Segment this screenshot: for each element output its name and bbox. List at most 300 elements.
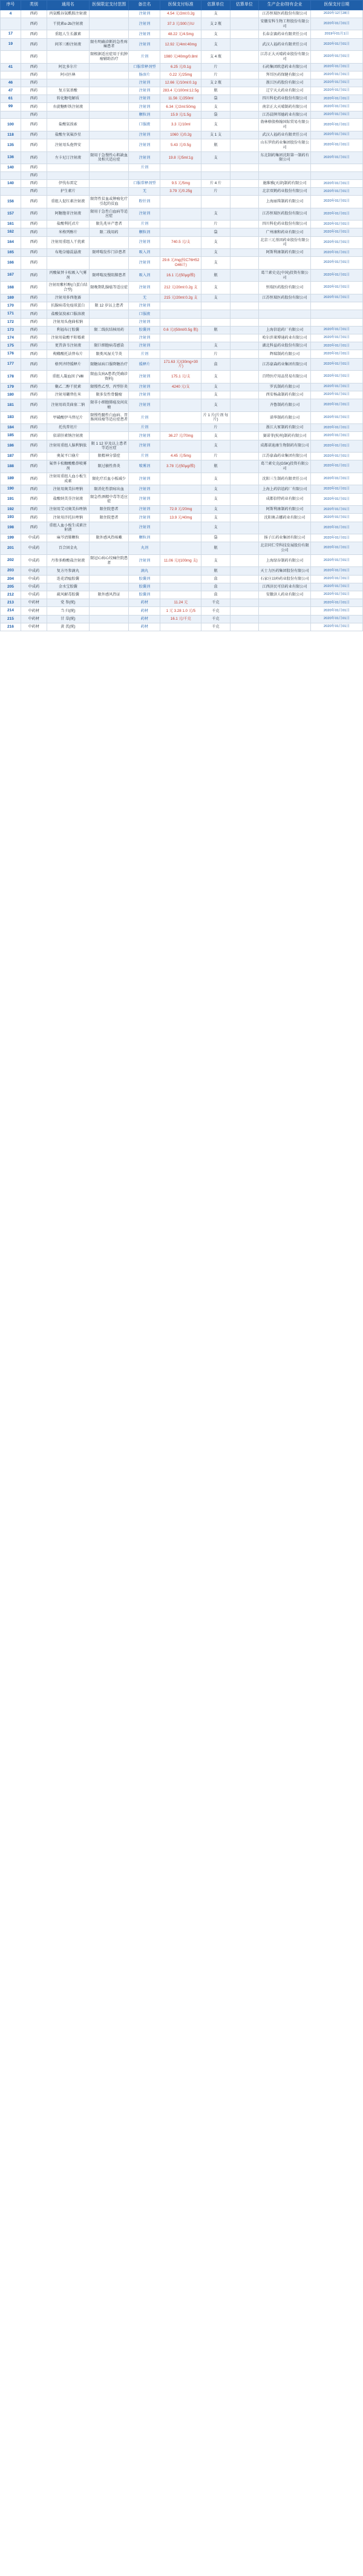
- cell-generic-name: [47, 172, 89, 180]
- cell-manufacturer: [259, 318, 311, 326]
- cell-limit: [89, 432, 129, 440]
- cell-alias: 胶囊剂: [129, 575, 160, 583]
- cell-index: 181: [1, 399, 21, 412]
- cell-manufacturer: 湖北科益药业股份有限公司: [259, 342, 311, 350]
- table-row: [1, 583, 363, 591]
- cell-manufacturer: 石家庄以岭药业股份有限公司: [259, 575, 311, 583]
- cell-generic-name: 抗腺病毒免疫球蛋白: [47, 302, 89, 310]
- cell-date: 2020年01月01日: [311, 294, 363, 302]
- cell-payment-standard: 11.56 元/250ml: [160, 95, 201, 103]
- cell-alias: 注射剂: [129, 282, 160, 294]
- cell-category: 中成药: [21, 591, 47, 599]
- cell-generic-name: 盐酸氨溴索口服溶液: [47, 310, 89, 318]
- cell-manufacturer: 葛兰素史克(中国)投资有限公司: [259, 269, 311, 282]
- table-row: [1, 103, 363, 111]
- cell-date: 2020年01月01日: [311, 221, 363, 228]
- table-row: [1, 51, 363, 64]
- cell-unit: 支: [201, 399, 230, 412]
- cell-index: 186: [1, 440, 21, 453]
- cell-alias: 注射剂: [129, 38, 160, 51]
- cell-unit: 片: [201, 71, 230, 79]
- cell-manufacturer: 山东罗欣药业集团股份有限公司: [259, 139, 311, 152]
- cell-date: 2020年01月01日: [311, 391, 363, 399]
- cell-index: 162: [1, 228, 21, 236]
- table-row: [1, 221, 363, 228]
- cell-limit: [89, 164, 129, 172]
- cell-unit: [201, 172, 230, 180]
- cell-unit-2: [230, 411, 258, 424]
- table-body: [1, 10, 363, 631]
- cell-limit: 限有明确诊断的急性疼痛患者: [89, 38, 129, 51]
- cell-limit: 限 1 12 岁及以上患者等适应症: [89, 440, 129, 453]
- cell-payment-standard: 13.9 元/40mg: [160, 514, 201, 522]
- cell-generic-name: 重组人凝血因子Ⅷ: [47, 371, 89, 383]
- cell-payment-standard: [160, 228, 201, 236]
- cell-date: 2020年01月01日: [311, 188, 363, 196]
- cell-index: [1, 188, 21, 196]
- cell-index: 193: [1, 514, 21, 522]
- table-row: [1, 567, 363, 575]
- cell-category: 西药: [21, 151, 47, 164]
- drug-catalog-table: [0, 0, 363, 631]
- cell-unit-2: [230, 79, 258, 87]
- cell-payment-standard: [160, 583, 201, 591]
- cell-unit: 支: [201, 282, 230, 294]
- cell-unit-2: [230, 131, 258, 139]
- cell-unit-2: [230, 615, 258, 623]
- cell-unit: [201, 310, 230, 318]
- cell-unit: 瓶: [201, 326, 230, 334]
- cell-index: 157: [1, 208, 21, 221]
- cell-limit: 限二线抗结核用药: [89, 326, 129, 334]
- cell-limit: [89, 583, 129, 591]
- cell-index: 191: [1, 493, 21, 506]
- cell-unit: 支: [201, 514, 230, 522]
- col-payment-standard: 医保支付标准: [160, 1, 201, 10]
- cell-unit: 支: [201, 208, 230, 221]
- cell-generic-name: 盐酸氨溴索: [47, 119, 89, 131]
- cell-limit: 限急性酒精中毒等适应症: [89, 493, 129, 506]
- cell-date: 2020年01月01日: [311, 196, 363, 208]
- table-row: [1, 342, 363, 350]
- table-row: [1, 432, 363, 440]
- cell-unit: 支: [201, 38, 230, 51]
- cell-generic-name: 左卡尼汀注射液: [47, 151, 89, 164]
- cell-index: 180: [1, 391, 21, 399]
- table-row: [1, 615, 363, 623]
- cell-payment-standard: 215 元/20ml:0.2g 支: [160, 294, 201, 302]
- cell-category: 西药: [21, 10, 47, 18]
- cell-payment-standard: [160, 424, 201, 432]
- cell-payment-standard: 0.6 元/(50ml/0.5g 瓶): [160, 326, 201, 334]
- cell-limit: 限用于急性白血病等适应症: [89, 208, 129, 221]
- cell-date: 2020年01月01日: [311, 607, 363, 615]
- cell-unit-2: [230, 350, 258, 358]
- cell-category: 西药: [21, 164, 47, 172]
- table-row: [1, 383, 363, 391]
- cell-category: 中成药: [21, 554, 47, 567]
- cell-manufacturer: 勃林格殷格翰国际贸易有限公司: [259, 119, 311, 131]
- cell-index: 172: [1, 318, 21, 326]
- cell-alias: 片剂: [129, 164, 160, 172]
- cell-manufacturer: [259, 172, 311, 180]
- cell-limit: [89, 318, 129, 326]
- cell-unit: [201, 302, 230, 310]
- cell-alias: 片剂: [129, 453, 160, 460]
- cell-unit: 片: [201, 188, 230, 196]
- cell-payment-standard: 171.63 元/(30mg×30片): [160, 358, 201, 371]
- cell-generic-name: 护生素片: [47, 188, 89, 196]
- cell-unit: 片: [201, 63, 230, 71]
- cell-index: 140: [1, 180, 21, 188]
- cell-unit: 盒: [201, 591, 230, 599]
- cell-category: 中成药: [21, 567, 47, 575]
- cell-unit-2: [230, 228, 258, 236]
- cell-unit-2: [230, 103, 258, 111]
- cell-limit: 限类风湿关节炎: [89, 350, 129, 358]
- table-row: [1, 164, 363, 172]
- cell-payment-standard: [160, 522, 201, 534]
- cell-category: 西药: [21, 318, 47, 326]
- cell-date: 2020年01月01日: [311, 79, 363, 87]
- cell-unit-2: [230, 10, 258, 18]
- table-row: [1, 249, 363, 257]
- cell-index: 135: [1, 139, 21, 152]
- cell-limit: 限哮喘及慢阻肺患者: [89, 269, 129, 282]
- cell-index: 46: [1, 79, 21, 87]
- cell-alias: 注射剂: [129, 554, 160, 567]
- cell-date: 2020年01月01日: [311, 615, 363, 623]
- cell-unit-2: [230, 460, 258, 473]
- cell-generic-name: 注射用盐酸平阳霉素: [47, 334, 89, 342]
- cell-alias: 吸入剂: [129, 249, 160, 257]
- cell-manufacturer: 石药集团欧意药业有限公司: [259, 63, 311, 71]
- cell-unit: 瓶: [201, 269, 230, 282]
- cell-generic-name: 盐酸左氧氟沙星: [47, 131, 89, 139]
- cell-alias: 注射剂: [129, 318, 160, 326]
- cell-alias: 口服常释剂型: [129, 180, 160, 188]
- cell-payment-standard: 9.5 元/5mg: [160, 180, 201, 188]
- cell-category: 中药材: [21, 623, 47, 631]
- cell-manufacturer: [259, 599, 311, 607]
- table-row: [1, 350, 363, 358]
- cell-generic-name: 注射用奥美拉唑钠: [47, 485, 89, 493]
- cell-category: 西药: [21, 522, 47, 534]
- cell-unit-2: [230, 38, 258, 51]
- cell-unit: 支: [201, 493, 230, 506]
- cell-index: 161: [1, 221, 21, 228]
- cell-alias: 药材: [129, 607, 160, 615]
- cell-index: 156: [1, 196, 21, 208]
- cell-unit: 支 4 瓶: [201, 51, 230, 64]
- cell-category: 西药: [21, 79, 47, 87]
- cell-alias: 注射剂: [129, 485, 160, 493]
- cell-unit-2: [230, 71, 258, 79]
- cell-index: 4: [1, 10, 21, 18]
- cell-alias: 无: [129, 294, 160, 302]
- cell-date: 2020年01月01日: [311, 119, 363, 131]
- cell-generic-name: 甘 草(统): [47, 615, 89, 623]
- cell-date: 2020年01月01日: [311, 180, 363, 188]
- cell-unit-2: [230, 440, 258, 453]
- cell-unit: 支: [201, 342, 230, 350]
- cell-unit: [201, 164, 230, 172]
- cell-limit: 限巨细胞病毒感染: [89, 342, 129, 350]
- cell-unit-2: [230, 180, 258, 188]
- cell-alias: 口服液: [129, 119, 160, 131]
- cell-unit: 瓶: [201, 567, 230, 575]
- cell-unit-2: [230, 63, 258, 71]
- cell-category: 西药: [21, 453, 47, 460]
- cell-payment-standard: 19.8 元/5ml:1g: [160, 151, 201, 164]
- cell-generic-name: 当 归(统): [47, 607, 89, 615]
- cell-manufacturer: 南京正大天晴制药有限公司: [259, 103, 311, 111]
- cell-category: 西药: [21, 221, 47, 228]
- cell-unit: 支 2 瓶: [201, 18, 230, 30]
- cell-manufacturer: 江苏恒瑞医药股份有限公司: [259, 10, 311, 18]
- cell-generic-name: 盐酸纳美芬注射液: [47, 493, 89, 506]
- table-row: [1, 493, 363, 506]
- cell-payment-standard: [160, 196, 201, 208]
- cell-payment-standard: [160, 172, 201, 180]
- cell-manufacturer: 安徽安科生物工程股份有限公司: [259, 18, 311, 30]
- cell-generic-name: 氟替卡松糠酸酯鼻喷雾剂: [47, 460, 89, 473]
- table-row: [1, 542, 363, 555]
- cell-date: 2020年01月01日: [311, 506, 363, 514]
- cell-date: 2020年01月01日: [311, 591, 363, 599]
- cell-unit: 支: [201, 383, 230, 391]
- table-row: [1, 334, 363, 342]
- table-row: [1, 269, 363, 282]
- cell-date: 2020年01月01日: [311, 623, 363, 631]
- cell-index: 41: [1, 63, 21, 71]
- cell-generic-name: 金水宝胶囊: [47, 583, 89, 591]
- cell-payment-standard: 4.54 元/2ml:0.2g: [160, 10, 201, 18]
- cell-generic-name: 伊伐布雷定: [47, 180, 89, 188]
- cell-unit-2: [230, 424, 258, 432]
- cell-date: 2020年01月01日: [311, 63, 363, 71]
- cell-manufacturer: 上海绿谷制药有限公司: [259, 554, 311, 567]
- cell-date: 2020年01月01日: [311, 554, 363, 567]
- cell-unit-2: [230, 111, 258, 119]
- cell-unit: 袋: [201, 534, 230, 542]
- cell-payment-standard: 0.22 元/25mg: [160, 71, 201, 79]
- cell-manufacturer: 北京双鹤药业股份有限公司: [259, 188, 311, 196]
- cell-index: 167: [1, 269, 21, 282]
- cell-limit: [89, 79, 129, 87]
- table-row: [1, 180, 363, 188]
- cell-date: [311, 164, 363, 172]
- cell-alias: [129, 172, 160, 180]
- cell-unit: 支: [201, 473, 230, 485]
- cell-unit-2: [230, 318, 258, 326]
- cell-unit: 支: [201, 119, 230, 131]
- cell-generic-name: 盐酸利托君片: [47, 221, 89, 228]
- cell-limit: [89, 334, 129, 342]
- cell-unit: 千克: [201, 599, 230, 607]
- cell-alias: 胶囊剂: [129, 591, 160, 599]
- cell-unit-2: [230, 599, 258, 607]
- table-row: [1, 591, 363, 599]
- cell-limit: 限根据适应症用于抗肿瘤辅助治疗: [89, 51, 129, 64]
- cell-category: 西药: [21, 131, 47, 139]
- cell-limit: [89, 522, 129, 534]
- cell-category: 西药: [21, 473, 47, 485]
- cell-date: 2020年01月01日: [311, 575, 363, 583]
- cell-alias: 粉针剂: [129, 196, 160, 208]
- cell-manufacturer: [259, 310, 311, 318]
- cell-limit: 限住院患者: [89, 514, 129, 522]
- cell-payment-standard: 16.1 元/(50μg/揿): [160, 269, 201, 282]
- table-row: [1, 79, 363, 87]
- cell-alias: 注射剂: [129, 79, 160, 87]
- cell-generic-name: 注射用多西他赛: [47, 294, 89, 302]
- cell-unit: 支: [201, 391, 230, 399]
- cell-payment-standard: [160, 350, 201, 358]
- cell-manufacturer: [259, 615, 311, 623]
- cell-manufacturer: 诺华制药有限公司: [259, 411, 311, 424]
- cell-limit: 限住院患者: [89, 506, 129, 514]
- cell-unit: 瓶: [201, 139, 230, 152]
- cell-category: 西药: [21, 391, 47, 399]
- cell-index: 184: [1, 424, 21, 432]
- cell-alias: 注射剂: [129, 506, 160, 514]
- cell-payment-standard: 4240 元/支: [160, 383, 201, 391]
- cell-date: 2020年01月01日: [311, 534, 363, 542]
- cell-generic-name: 党 参(统): [47, 599, 89, 607]
- cell-alias: 缓释片: [129, 358, 160, 371]
- cell-alias: 注射剂: [129, 208, 160, 221]
- cell-manufacturer: [259, 623, 311, 631]
- cell-unit-2: [230, 119, 258, 131]
- cell-date: 2020年01月01日: [311, 257, 363, 270]
- cell-alias: 颗粒剂: [129, 228, 160, 236]
- cell-manufacturer: 拜耳医药保健有限公司: [259, 71, 311, 79]
- cell-category: 中成药: [21, 575, 47, 583]
- cell-alias: 注射剂: [129, 151, 160, 164]
- cell-category: 西药: [21, 236, 47, 249]
- cell-limit: [89, 542, 129, 555]
- cell-category: 西药: [21, 119, 47, 131]
- table-row: [1, 131, 363, 139]
- cell-index: 215: [1, 615, 21, 623]
- cell-generic-name: 格列齐特缓释片: [47, 358, 89, 371]
- cell-category: 西药: [21, 424, 47, 432]
- cell-manufacturer: 葛兰素史克(GSK)投资有限公司: [259, 460, 311, 473]
- cell-unit: 瓶: [201, 542, 230, 555]
- cell-manufacturer: 北京三元基因药业股份有限公司: [259, 236, 311, 249]
- cell-payment-standard: [160, 164, 201, 172]
- cell-alias: 注射剂: [129, 383, 160, 391]
- table-row: [1, 440, 363, 453]
- cell-unit: 支: [201, 522, 230, 534]
- cell-alias: 注射剂: [129, 391, 160, 399]
- cell-category: 西药: [21, 87, 47, 95]
- cell-manufacturer: 安徽济人药业有限公司: [259, 591, 311, 599]
- cell-generic-name: 重组人促红素注射液: [47, 196, 89, 208]
- cell-date: 2020年01月01日: [311, 208, 363, 221]
- table-row: [1, 391, 363, 399]
- cell-manufacturer: 阿斯利康制药有限公司: [259, 506, 311, 514]
- table-row: [1, 208, 363, 221]
- cell-category: 西药: [21, 208, 47, 221]
- table-row: [1, 87, 363, 95]
- cell-category: 西药: [21, 269, 47, 282]
- cell-unit: 片: [201, 350, 230, 358]
- table-row: [1, 473, 363, 485]
- cell-limit: [89, 310, 129, 318]
- cell-payment-standard: [160, 575, 201, 583]
- cell-payment-standard: [160, 411, 201, 424]
- cell-unit-2: [230, 18, 258, 30]
- cell-payment-standard: [160, 318, 201, 326]
- cell-generic-name: 百合固金丸: [47, 542, 89, 555]
- cell-generic-name: 注射用硼替佐米: [47, 391, 89, 399]
- cell-unit: 支: [201, 249, 230, 257]
- table-row: [1, 607, 363, 615]
- cell-alias: 注射剂: [129, 514, 160, 522]
- cell-payment-standard: 11.24 元: [160, 599, 201, 607]
- cell-unit: 支 2 瓶: [201, 79, 230, 87]
- cell-index: 214: [1, 607, 21, 615]
- cell-unit: 袋: [201, 95, 230, 103]
- cell-payment-standard: [160, 473, 201, 485]
- cell-category: 中药材: [21, 615, 47, 623]
- cell-date: 2020年01月01日: [311, 424, 363, 432]
- cell-category: 中药材: [21, 599, 47, 607]
- cell-manufacturer: 扬子江药业集团有限公司: [259, 534, 311, 542]
- cell-date: 2020年01月01日: [311, 358, 363, 371]
- cell-unit-2: [230, 591, 258, 599]
- cell-date: 2020年01月01日: [311, 151, 363, 164]
- cell-manufacturer: 浙江大冢制药有限公司: [259, 424, 311, 432]
- cell-generic-name: 注射用头孢替安: [47, 139, 89, 152]
- cell-alias: 片剂: [129, 221, 160, 228]
- cell-unit-2: [230, 399, 258, 412]
- cell-limit: 限冠心病心绞痛住院患者: [89, 554, 129, 567]
- cell-payment-standard: [160, 399, 201, 412]
- cell-category: 中成药: [21, 583, 47, 591]
- cell-unit: 瓶: [201, 460, 230, 473]
- cell-category: 西药: [21, 460, 47, 473]
- cell-date: 2020年01月01日: [311, 131, 363, 139]
- cell-unit-2: [230, 485, 258, 493]
- cell-category: 西药: [21, 249, 47, 257]
- cell-unit: 瓶: [201, 87, 230, 95]
- cell-date: 2020年01月01日: [311, 522, 363, 534]
- cell-manufacturer: 上海丽珠制药有限公司: [259, 196, 311, 208]
- cell-manufacturer: 江苏正大天晴药业股份有限公司: [259, 51, 311, 64]
- cell-limit: [89, 180, 129, 188]
- cell-manufacturer: 成都倍特药业有限公司: [259, 493, 311, 506]
- cell-limit: [89, 30, 129, 38]
- cell-unit-2: [230, 575, 258, 583]
- table-row: [1, 514, 363, 522]
- cell-manufacturer: 江苏晨牌邦德药业有限公司: [259, 111, 311, 119]
- table-row: [1, 460, 363, 473]
- cell-category: 西药: [21, 38, 47, 51]
- cell-limit: 限哮喘发作门诊患者: [89, 249, 129, 257]
- cell-unit: 支: [201, 30, 230, 38]
- cell-unit-2: [230, 294, 258, 302]
- cell-limit: [89, 575, 129, 583]
- cell-date: 2020年01月01日: [311, 249, 363, 257]
- cell-index: 177: [1, 358, 21, 371]
- table-row: [1, 599, 363, 607]
- cell-date: 2020年01月01日: [311, 453, 363, 460]
- col-date: 医保支付日期: [311, 1, 363, 10]
- cell-manufacturer: 武汉人福药业有限责任公司: [259, 38, 311, 51]
